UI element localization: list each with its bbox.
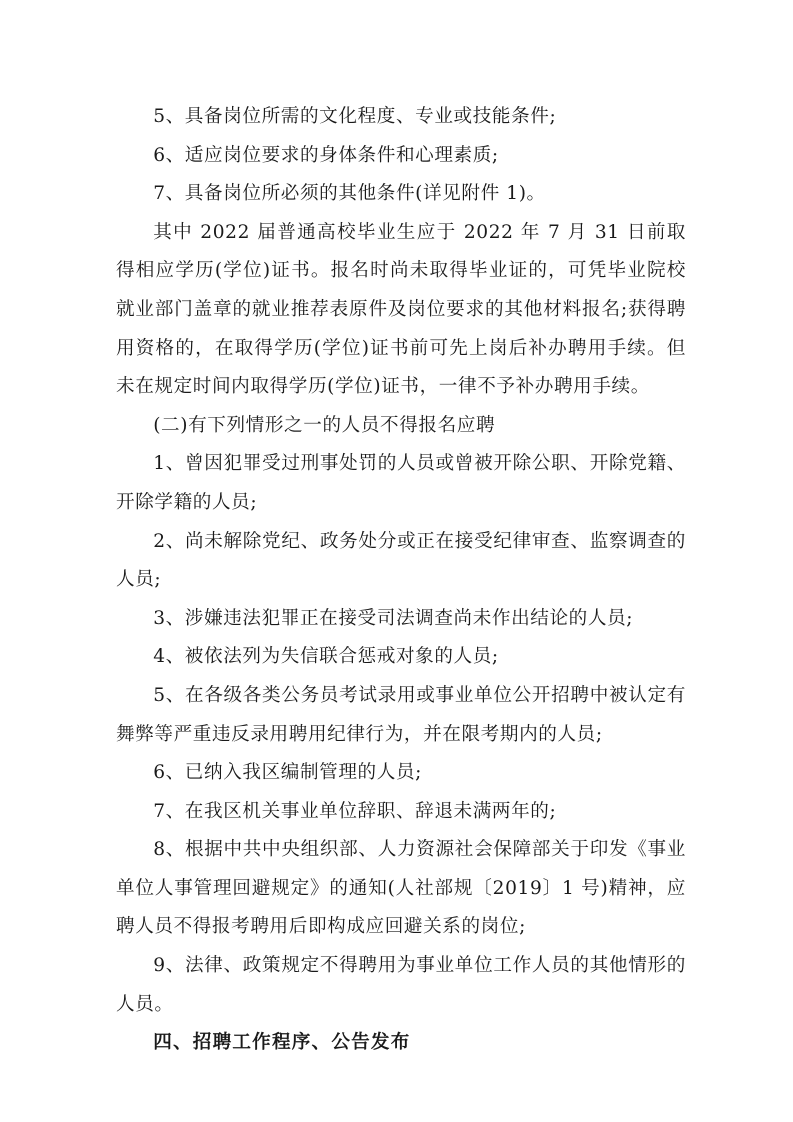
- subsection-heading-exclusions: (二)有下列情形之一的人员不得报名应聘: [153, 414, 496, 436]
- paragraph-exclusion-7: 7、在我区机关事业单位辞职、辞退未满两年的;: [153, 800, 557, 822]
- paragraph-graduate-note: 其中 2022 届普通高校毕业生应于 2022 年 7 月 31 日前取得相应学历(学位)证书。报名时尚未取得毕业证的，可凭毕业院校就业部门盖章的就业推荐表原件及岗位要求的其他材料报名;获得聘用资格的，在取得学历(学位)证书前可先上岗后补办聘用手续。但未在规定时间内取得学历(学位)证书，一律不予补办聘用手续。: [116, 221, 686, 398]
- paragraph-condition-7: 7、具备岗位所必须的其他条件(详见附件 1)。: [153, 183, 546, 205]
- paragraph-exclusion-3: 3、涉嫌违法犯罪正在接受司法调查尚未作出结论的人员;: [153, 607, 634, 629]
- document-body: [116, 98, 686, 1063]
- section-heading: 四、招聘工作程序、公告发布: [153, 1032, 411, 1054]
- paragraph-exclusion-4: 4、被依法列为失信联合惩戒对象的人员;: [153, 646, 499, 668]
- paragraph-exclusion-9: 9、法律、政策规定不得聘用为事业单位工作人员的其他情形的人员。: [116, 955, 686, 1015]
- paragraph-exclusion-5: 5、在各级各类公务员考试录用或事业单位公开招聘中被认定有舞弊等严重违反录用聘用纪律行为，并在限考期内的人员;: [116, 684, 686, 745]
- paragraph-exclusion-2: 2、尚未解除党纪、政务处分或正在接受纪律审查、监察调查的人员;: [116, 530, 686, 591]
- paragraph-exclusion-1: 1、曾因犯罪受过刑事处罚的人员或曾被开除公职、开除党籍、开除学籍的人员;: [116, 453, 686, 513]
- paragraph-condition-6: 6、适应岗位要求的身体条件和心理素质;: [153, 144, 499, 166]
- paragraph-exclusion-6: 6、已纳入我区编制管理的人员;: [153, 762, 423, 784]
- paragraph-condition-5: 5、具备岗位所需的文化程度、专业或技能条件;: [153, 106, 557, 127]
- paragraph-exclusion-8: 8、根据中共中央组织部、人力资源社会保障部关于印发《事业单位人事管理回避规定》的通知(人社部规〔2019〕1 号)精神，应聘人员不得报考聘用后即构成应回避关系的岗位;: [116, 839, 686, 938]
